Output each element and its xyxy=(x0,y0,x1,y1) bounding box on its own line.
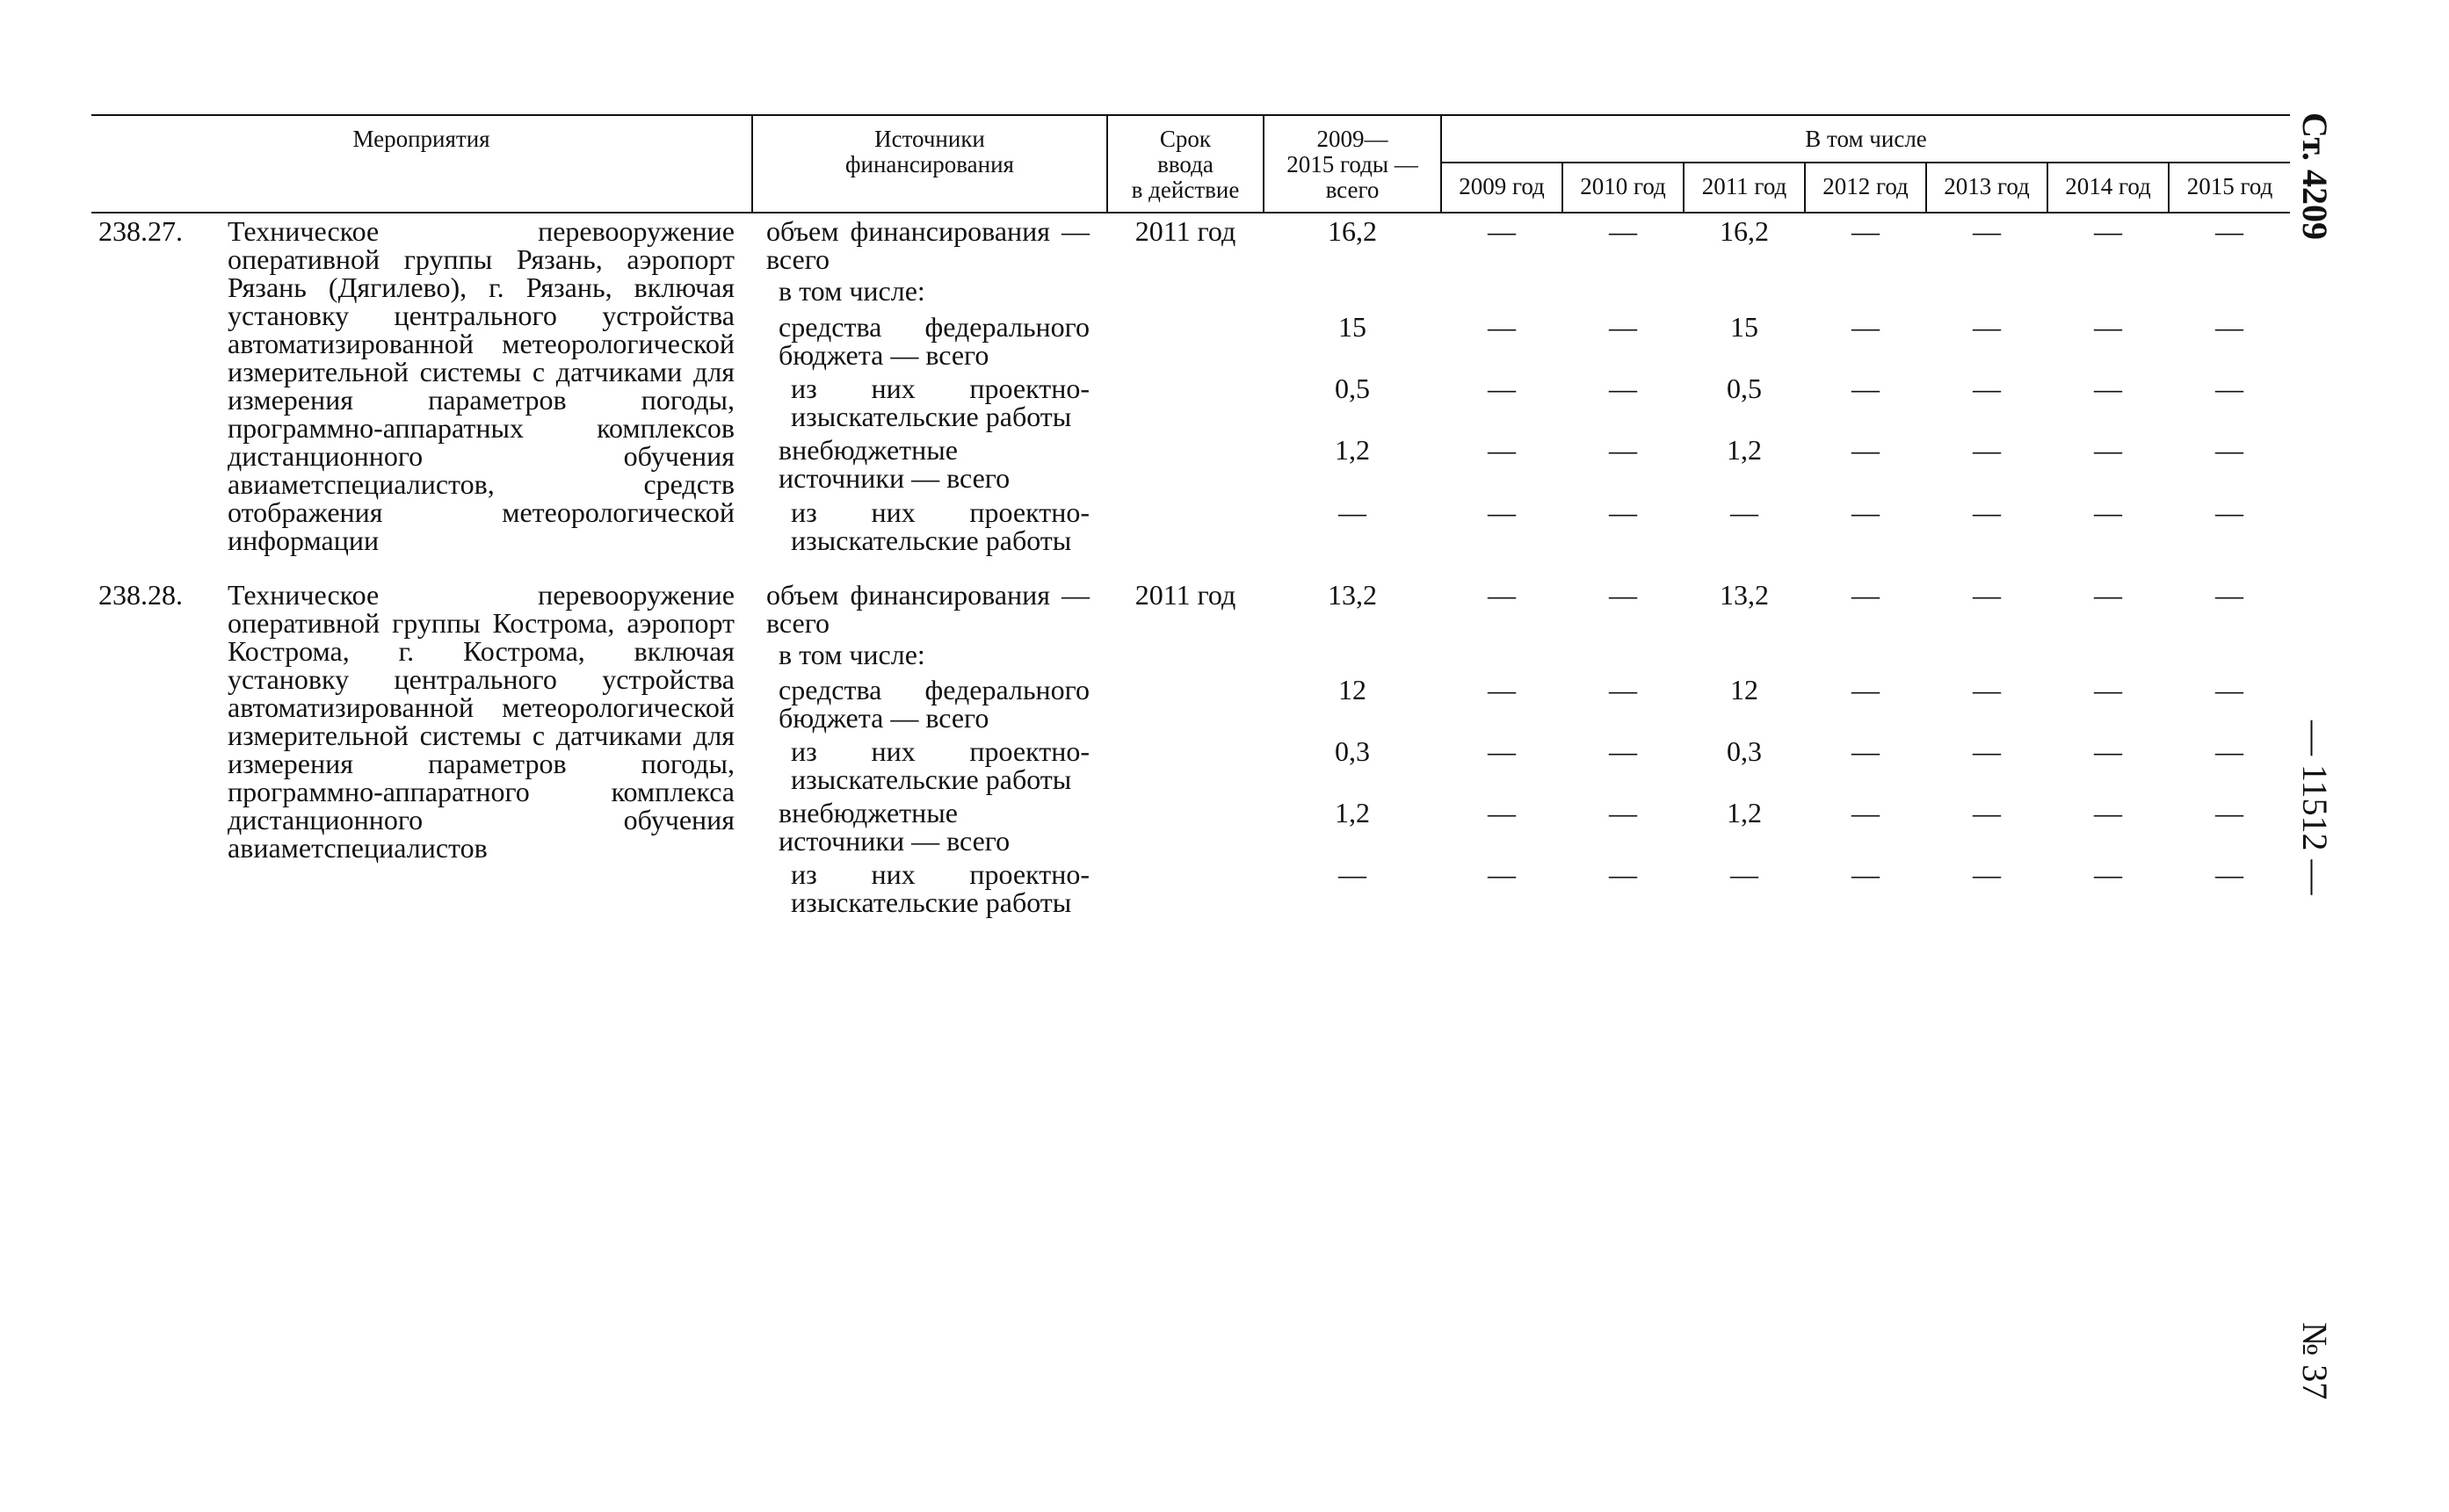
year-value: — xyxy=(2215,674,2244,705)
year-value xyxy=(1441,273,1562,305)
year-value: — xyxy=(2094,735,2122,767)
year-value xyxy=(1684,273,1805,305)
funding-source: средства федерального бюджета — всего xyxy=(779,674,1090,734)
commissioning-term: 2011 год xyxy=(1134,215,1236,247)
funding-source: средства федерального бюджета — всего xyxy=(779,310,1090,371)
row-spacer xyxy=(91,554,2290,577)
article-number: Ст. 4209 xyxy=(2295,112,2335,240)
funding-source: из них проектно-изыскательские работы xyxy=(791,735,1090,795)
year-value: — xyxy=(1730,496,1758,528)
funding-source: в том числе: xyxy=(779,639,925,670)
year-value xyxy=(1805,273,1926,305)
table-header xyxy=(91,115,2290,213)
year-value: — xyxy=(2094,434,2122,467)
funding-source: в том числе: xyxy=(779,275,925,307)
year-value xyxy=(1562,273,1684,305)
year-value xyxy=(1684,637,1805,669)
year-value: — xyxy=(1488,797,1516,828)
year-value: — xyxy=(1609,674,1637,705)
header-year-2011: 2011 год xyxy=(1684,163,1805,213)
year-value: — xyxy=(1488,579,1516,611)
year-value xyxy=(2047,637,2169,669)
total-value: 12 xyxy=(1338,674,1366,705)
year-value: — xyxy=(1851,674,1880,705)
year-value: — xyxy=(1851,858,1880,890)
header-total-line3: всего xyxy=(1325,177,1380,203)
year-value: — xyxy=(1973,310,2001,343)
year-value: — xyxy=(1609,434,1637,467)
year-value xyxy=(1805,637,1926,669)
year-value: — xyxy=(2215,496,2244,528)
year-value: — xyxy=(2094,674,2122,705)
year-value xyxy=(1562,637,1684,669)
year-value: — xyxy=(2215,797,2244,828)
spacer-cell xyxy=(91,554,2290,577)
funding-source: внебюджетные источники — всего xyxy=(779,434,1011,495)
year-value: — xyxy=(1851,735,1880,767)
header-year-2009: 2009 год xyxy=(1441,163,1562,213)
year-value: — xyxy=(1851,310,1880,343)
year-value: — xyxy=(1973,579,2001,611)
issue-number: № 37 xyxy=(2295,1322,2335,1400)
year-value: — xyxy=(1973,372,2001,404)
year-value: — xyxy=(1973,674,2001,705)
year-value: — xyxy=(2215,735,2244,767)
year-value: — xyxy=(2094,858,2122,890)
year-value: — xyxy=(1609,579,1637,611)
total-value: 15 xyxy=(1338,310,1366,343)
year-value: — xyxy=(1973,215,2001,247)
header-total-line1: 2009— xyxy=(1316,126,1388,152)
year-value xyxy=(2169,273,2290,305)
year-value: — xyxy=(1488,496,1516,528)
year-value xyxy=(1926,637,2047,669)
year-value: — xyxy=(1609,797,1637,828)
year-value: — xyxy=(1488,674,1516,705)
year-value: 16,2 xyxy=(1720,215,1769,247)
total-value: 1,2 xyxy=(1335,434,1370,467)
year-value: — xyxy=(2094,215,2122,247)
year-value: — xyxy=(1851,496,1880,528)
financing-table xyxy=(91,114,2290,916)
year-value: — xyxy=(1973,858,2001,890)
header-year-2013: 2013 год xyxy=(1926,163,2047,213)
year-value: 13,2 xyxy=(1720,579,1769,611)
total-value: 1,2 xyxy=(1335,797,1370,828)
year-value: — xyxy=(1973,735,2001,767)
year-value: — xyxy=(1609,735,1637,767)
year-value xyxy=(2169,637,2290,669)
header-total xyxy=(1264,115,1441,213)
funding-source: объем финансирования — всего xyxy=(766,579,1090,639)
funding-source: внебюджетные источники — всего xyxy=(779,797,1011,857)
header-year-2014: 2014 год xyxy=(2047,163,2169,213)
year-value: — xyxy=(1730,858,1758,890)
year-value: — xyxy=(1488,310,1516,343)
header-sources xyxy=(752,115,1107,213)
year-value: — xyxy=(1973,496,2001,528)
measure-number: 238.28. xyxy=(98,579,183,611)
year-value: — xyxy=(1851,797,1880,828)
measure-title: Техническое перевооружение оперативной группы Кострома, аэропорт Кострома, г. Кострома, включая установку центрального устройства автоматизированной метеорологической измерительной системы с датчиками для измерения параметров погоды, программно-аппаратного комплекса дистанционного обучения авиаметспециалистов xyxy=(228,579,735,864)
total-value: 0,5 xyxy=(1335,372,1370,404)
year-value: — xyxy=(2094,372,2122,404)
total-value: — xyxy=(1338,496,1366,528)
year-value: — xyxy=(2094,310,2122,343)
year-value: — xyxy=(1488,434,1516,467)
header-sources-label: Источники финансирования xyxy=(845,126,1014,177)
total-value: 13,2 xyxy=(1328,579,1377,611)
year-value: 1,2 xyxy=(1727,797,1762,828)
year-value: — xyxy=(1609,496,1637,528)
year-value: 15 xyxy=(1730,310,1758,343)
commissioning-term: 2011 год xyxy=(1134,579,1236,611)
year-value: — xyxy=(2094,579,2122,611)
year-value: — xyxy=(2215,215,2244,247)
year-value: — xyxy=(1973,797,2001,828)
header-term-line2: ввода xyxy=(1157,151,1214,177)
year-value: — xyxy=(1851,372,1880,404)
year-value: — xyxy=(1488,215,1516,247)
header-total-line2: 2015 годы — xyxy=(1286,151,1418,177)
year-value xyxy=(1441,637,1562,669)
year-value: — xyxy=(2094,797,2122,828)
header-year-2015: 2015 год xyxy=(2169,163,2290,213)
total-value: 16,2 xyxy=(1328,215,1377,247)
year-value: 12 xyxy=(1730,674,1758,705)
financing-table-page xyxy=(91,114,2290,916)
funding-source: из них проектно-изыскательские работы xyxy=(791,496,1090,556)
total-value xyxy=(1264,273,1441,305)
year-value: — xyxy=(2215,858,2244,890)
year-value: — xyxy=(1609,310,1637,343)
year-value: — xyxy=(1609,215,1637,247)
year-value: — xyxy=(2215,372,2244,404)
year-value: — xyxy=(1973,434,2001,467)
funding-source: объем финансирования — всего xyxy=(766,215,1090,275)
year-value: 1,2 xyxy=(1727,434,1762,467)
year-value xyxy=(1926,273,2047,305)
header-term-line1: Срок xyxy=(1159,126,1212,152)
year-value: — xyxy=(1488,858,1516,890)
header-term-line3: в действие xyxy=(1131,177,1240,203)
header-year-2012: 2012 год xyxy=(1805,163,1926,213)
funding-source: из них проектно-изыскательские работы xyxy=(791,372,1090,432)
funding-source: из них проектно-изыскательские работы xyxy=(791,858,1090,918)
year-value: — xyxy=(2215,434,2244,467)
year-value: — xyxy=(1851,579,1880,611)
year-value: — xyxy=(2215,579,2244,611)
header-including: В том числе xyxy=(1441,115,2290,163)
year-value: — xyxy=(1609,858,1637,890)
measure-title: Техническое перевооружение оперативной группы Рязань, аэропорт Рязань (Дягилево), г. Рязань, включая установку центрального устройства автоматизированной метеорологической измерительной системы с датчиками для измерения параметров погоды, программно-аппаратных комплексов дистанционного обучения авиаметспециалистов, средств отображения метеорологической информации xyxy=(228,215,735,556)
year-value: — xyxy=(1488,372,1516,404)
total-value xyxy=(1264,637,1441,669)
year-value: — xyxy=(1851,434,1880,467)
document-number: — 11512 — xyxy=(2295,720,2335,895)
header-term xyxy=(1107,115,1264,213)
year-value: — xyxy=(1488,735,1516,767)
total-value: — xyxy=(1338,858,1366,890)
table-row xyxy=(91,213,2290,273)
header-measures: Мероприятия xyxy=(91,115,752,213)
header-year-2010: 2010 год xyxy=(1562,163,1684,213)
year-value: — xyxy=(2215,310,2244,343)
total-value: 0,3 xyxy=(1335,735,1370,767)
year-value: — xyxy=(1609,372,1637,404)
measure-number: 238.27. xyxy=(98,215,183,247)
year-value: 0,3 xyxy=(1727,735,1762,767)
year-value: — xyxy=(1851,215,1880,247)
year-value: — xyxy=(2094,496,2122,528)
table-body xyxy=(91,213,2290,916)
year-value: 0,5 xyxy=(1727,372,1762,404)
year-value xyxy=(2047,273,2169,305)
table-row xyxy=(91,577,2290,637)
